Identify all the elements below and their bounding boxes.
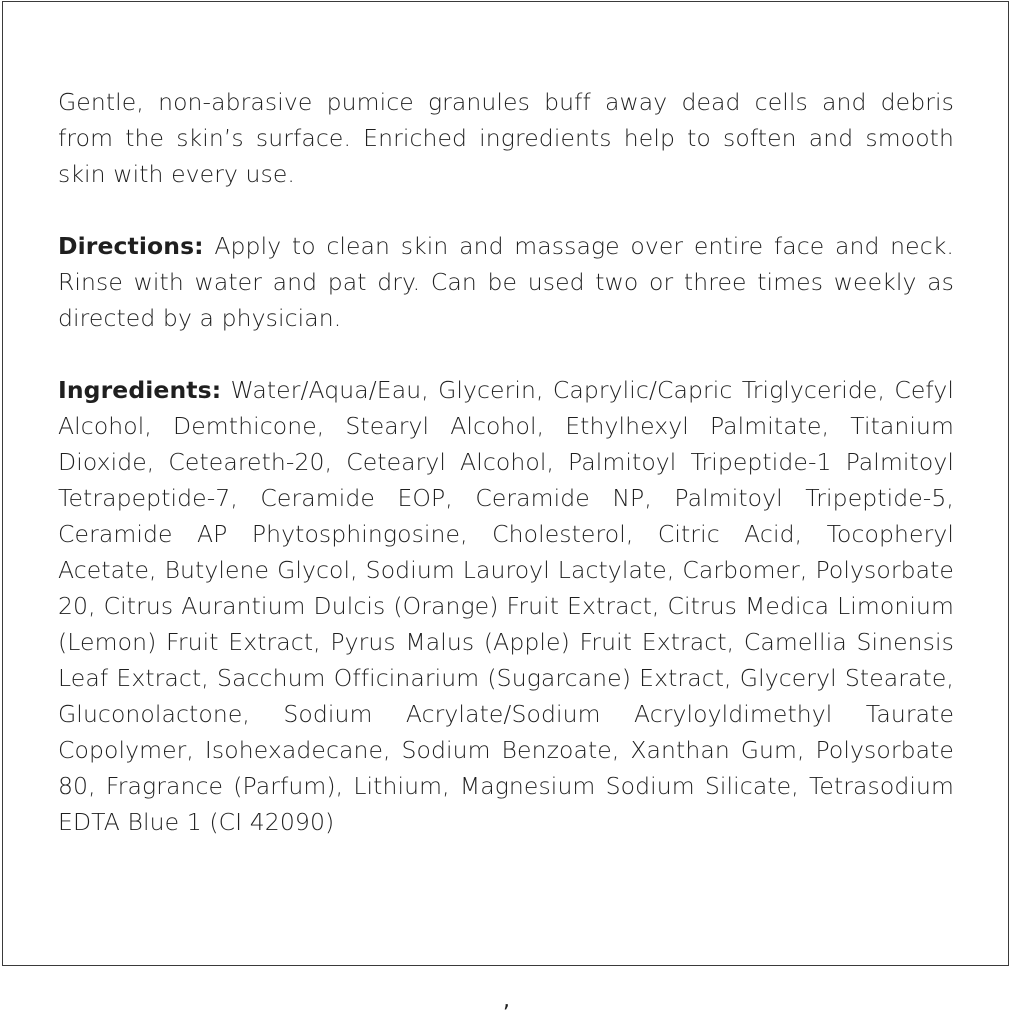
directions-heading: Directions: (58, 232, 204, 260)
label-text-block (58, 84, 954, 840)
directions-section (58, 228, 954, 336)
description-text: Gentle, non-abrasive pumice granules buff away dead cells and debris from the skin’s surface. Enriched ingredients help to soften and smooth skin with every use. (58, 88, 954, 188)
ingredients-text: Water/Aqua/Eau, Glycerin, Caprylic/Capric Triglyceride, Cefyl Alcohol, Demthicone, Stearyl Alcohol, Ethylhexyl Palmitate, Titanium Dioxide, Ceteareth-20, Cetearyl Alcohol, Palmitoyl Tripeptide-1 Palmitoyl Tetrapeptide-7, Ceramide EOP, Ceramide NP, Palmitoyl Tripeptide-5, Ceramide AP Phytosphingosine, Cholesterol, Citric Acid, Tocopheryl Acetate, Butylene Glycol, Sodium Lauroyl Lactylate, Carbomer, Polysorbate 20, Citrus Aurantium Dulcis (Orange) Fruit Extract, Citrus Medica Limonium (Lemon) Fruit Extract, Pyrus Malus (Apple) Fruit Extract, Camellia Sinensis Leaf Extract, Sacchum Officinarium (Sugarcane) Extract, Glyceryl Stearate, Gluconolactone, Sodium Acrylate/Sodium Acryloyldimethyl Taurate Copolymer, Isohexadecane, Sodium Benzoate, Xanthan Gum, Polysorbate 80, Fragrance (Parfum), Lithium, Magnesium Sodium Silicate, Tetrasodium EDTA Blue 1 (CI 42090) (58, 376, 954, 836)
product-description (58, 84, 954, 192)
ingredients-section (58, 372, 954, 840)
ingredients-heading: Ingredients: (58, 376, 222, 404)
directions-text: Apply to clean skin and massage over entire face and neck. Rinse with water and pat dry. Can be used two or three times weekly as directed by a physician. (58, 232, 954, 332)
footer-mark: , (503, 988, 510, 1013)
